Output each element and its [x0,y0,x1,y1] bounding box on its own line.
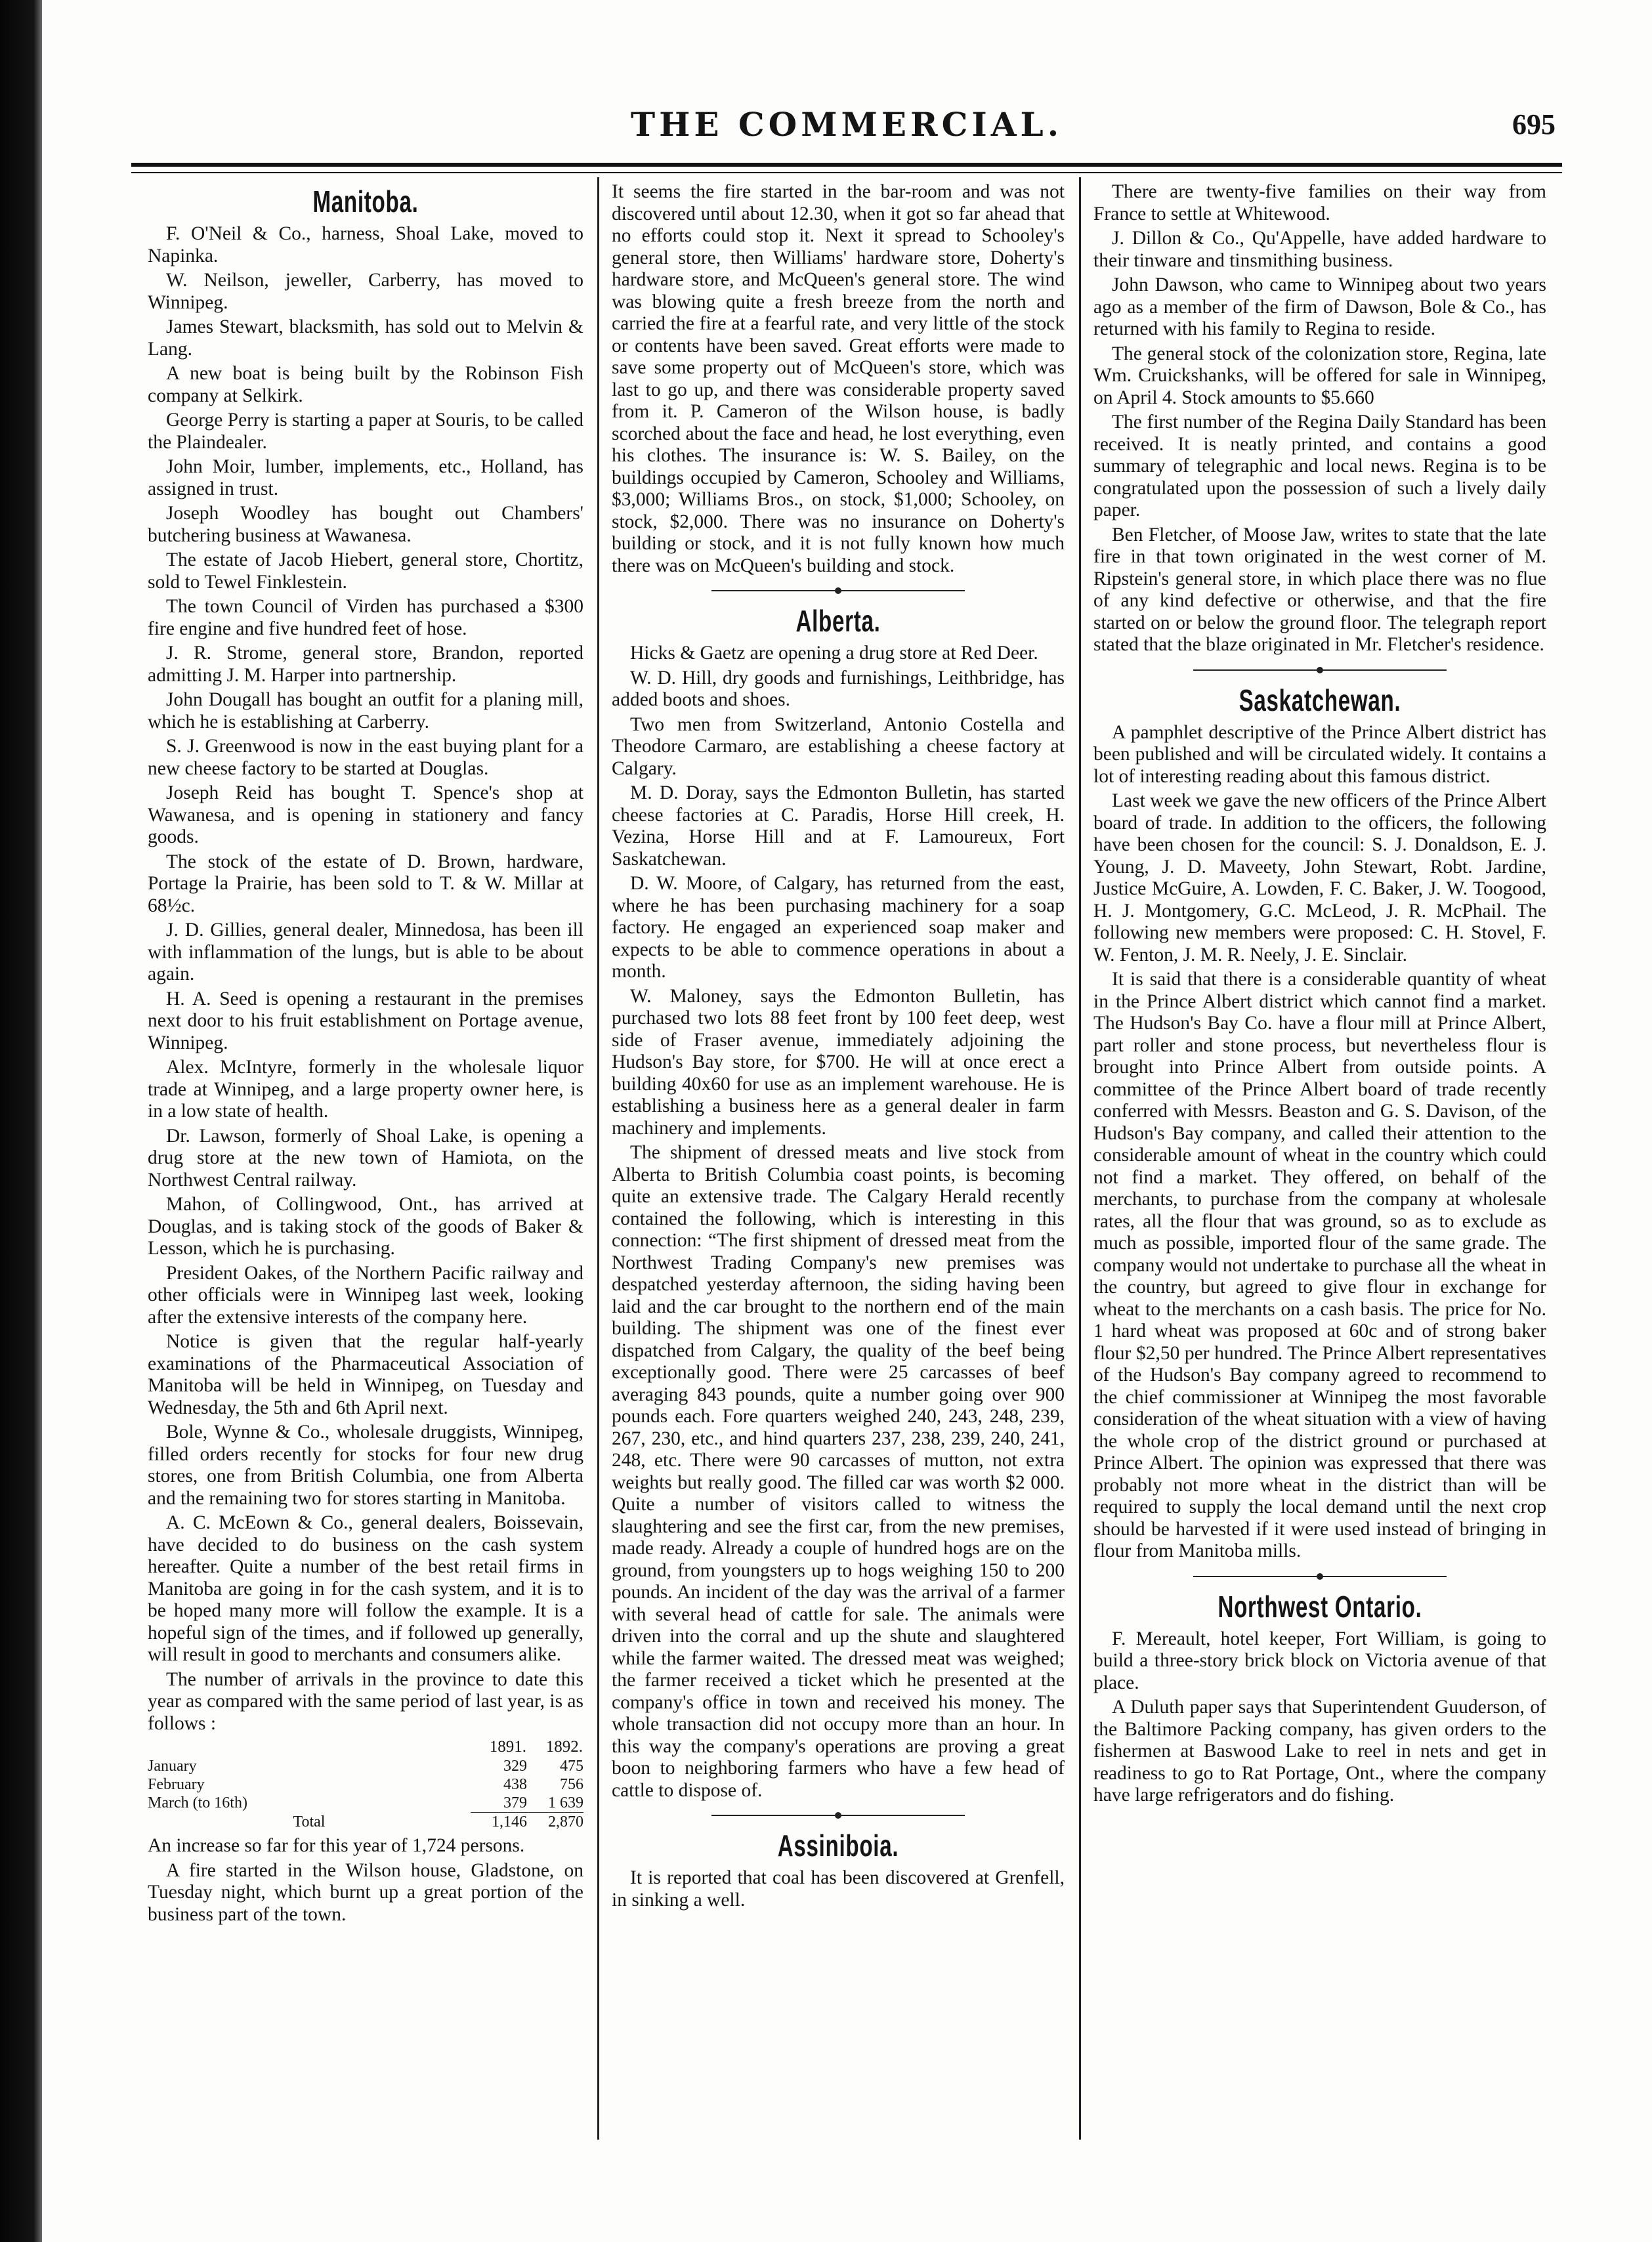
table-cell: 329 [503,1758,527,1775]
news-item: S. J. Greenwood is now in the east buying plant for a new cheese factory to be started at Douglas. [148,736,583,779]
column-1 [148,181,583,2144]
section-separator [1093,1569,1546,1584]
news-item: The general stock of the colonization store, Regina, late Wm. Cruickshanks, will be offered for sale in Winnipeg, on April 4. Stock amounts to $5.660 [1093,343,1546,408]
news-item: John Dawson, who came to Winnipeg about two years ago as a member of the firm of Dawson, Bole & Co., has returned with his family to Regina to reside. [1093,274,1546,339]
section-separator [1093,663,1546,677]
news-item: F. Mereault, hotel keeper, Fort William, is going to build a three-story brick block on Victoria avenue of that place. [1093,1628,1546,1693]
news-item: Bole, Wynne & Co., wholesale druggists, Winnipeg, filled orders recently for stocks for four new drug stores, one from British Columbia, one from Alberta and the remaining two for stores starting in Manitoba. [148,1422,583,1509]
binding-edge [0,0,42,2242]
table-cell: March (to 16th) [148,1794,247,1812]
table-cell: 1 639 [548,1794,583,1811]
section-heading-manitoba: Manitoba. [312,184,419,219]
news-item: Mahon, of Collingwood, Ont., has arrived at Douglas, and is taking stock of the goods of Baker & Lesson, which he is purchasing. [148,1194,583,1259]
table-total-row [148,1813,583,1832]
news-item: A Duluth paper says that Superintendent Guuderson, of the Baltimore Packing company, has given orders to the fishermen at Baswood Lake to reel in nets and get in readiness to go to Rat Portage, Ont., where the company have large refrigerators and do fishing. [1093,1697,1546,1806]
table-cell: January [148,1758,197,1775]
news-item: Joseph Woodley has bought out Chambers' butchering business at Wawanesa. [148,503,583,546]
header-rule-thick [131,163,1562,167]
table-cell: 438 [503,1776,527,1793]
column-divider [597,177,599,2140]
news-item: The stock of the estate of D. Brown, hardware, Portage la Prairie, has been sold to T. & W. Millar at 68½c. [148,851,583,916]
news-item: The first number of the Regina Daily Standard has been received. It is neatly printed, and contains a good summary of telegraphic and local news. Regina is to be congratulated upon the possession of such a lively daily paper. [1093,412,1546,520]
section-separator [612,583,1065,598]
section-heading-saskatchewan: Saskatchewan. [1239,683,1401,717]
section-heading-alberta: Alberta. [795,604,881,638]
news-item: John Moir, lumber, implements, etc., Holland, has assigned in trust. [148,456,583,499]
column-2 [612,181,1065,2144]
section-heading-assiniboia: Assiniboia. [777,1829,899,1863]
table-cell: 379 [503,1794,527,1811]
news-item: The estate of Jacob Hiebert, general store, Chortitz, sold to Tewel Finklestein. [148,549,583,593]
news-item: A pamphlet descriptive of the Prince Albert district has been published and will be circulated widely. It contains a lot of interesting reading about this famous district. [1093,721,1546,787]
table-row [148,1757,583,1775]
news-item: It is reported that coal has been discovered at Grenfell, in sinking a well. [612,1867,1065,1911]
page-number: 695 [1512,108,1556,140]
news-item: Alex. McIntyre, formerly in the wholesale liquor trade at Winnipeg, and a large property owner here, is in a low state of health. [148,1057,583,1122]
section-heading-northwest-ontario: Northwest Ontario. [1218,1589,1422,1624]
table-cell: 475 [560,1758,583,1775]
news-item: Last week we gave the new officers of the Prince Albert board of trade. In addition to the officers, the following have been chosen for the council: S. J. Donaldson, E. J. Young, J. D. Maveety, John Stewart, Robt. Jardine, Justice McGuire, A. Lowden, F. C. Baker, J. W. Toogood, H. J. Montgomery, G.C. McLeod, J. R. McPhail. The following new members were proposed: C. H. Stovel, F. W. Fenton, J. M. R. Neely, J. E. Sinclair. [1093,790,1546,965]
news-item: It seems the fire started in the bar-room and was not discovered until about 12.30, when it got so far ahead that no efforts could stop it. Next it spread to Schooley's general store, then Williams' hardware store, Doherty's hardware store, and McQueen's general store. The wind was blowing quite a fresh breeze from the north and carried the fire at a fearful rate, and very little of the stock or contents have been saved. Great efforts were made to save some property out of McQueen's store, which was last to go up, and there was considerable property saved from it. P. Cameron of the Wilson house, is badly scorched about the face and head, he lost everything, even his clothes. The insurance is: W. S. Bailey, on the buildings occupied by Cameron, Schooley and Williams, $3,000; Williams Bros., on stock, $1,000; Schooley, on stock, $2,000. There was no insurance on Doherty's building or stock, and it is not fully known how much there was on McQueen's building and stock. [612,181,1065,576]
header-rule-thin [131,172,1562,173]
news-item: W. D. Hill, dry goods and furnishings, Leithbridge, has added boots and shoes. [612,667,1065,710]
news-item: Dr. Lawson, formerly of Shoal Lake, is opening a drug store at the new town of Hamiota, on the Northwest Central railway. [148,1125,583,1191]
news-item: F. O'Neil & Co., harness, Shoal Lake, moved to Napinka. [148,223,583,266]
arrivals-table [148,1737,583,1831]
table-cell: February [148,1776,205,1793]
news-item: George Perry is starting a paper at Souris, to be called the Plaindealer. [148,410,583,453]
news-item: D. W. Moore, of Calgary, has returned from the east, where he has been purchasing machinery for a soap factory. He engaged an experienced soap maker and expects to be able to commence operations in about a month. [612,873,1065,982]
news-item: W. Maloney, says the Edmonton Bulletin, has purchased two lots 88 feet front by 100 feet deep, west side of Fraser avenue, immediately adjoining the Hudson's Bay store, for $700. He will at once erect a building 40x60 for use as an implement warehouse. He is establishing a business here as a general dealer in farm machinery and implements. [612,985,1065,1139]
section-separator [612,1808,1065,1823]
news-item: A fire started in the Wilson house, Gladstone, on Tuesday night, which burnt up a great portion of the business part of the town. [148,1859,583,1925]
news-item: It is said that there is a considerable quantity of wheat in the Prince Albert district which cannot find a market. The Hudson's Bay Co. have a flour mill at Prince Albert, part roller and stone process, but nevertheless flour is brought into Prince Albert from outside points. A committee of the Prince Albert board of trade recently conferred with Messrs. Beaston and G. S. Davison, of the Hudson's Bay company, and called their attention to the considerable amount of wheat in the country which could not find a market. They offered, on behalf of the merchants, to purchase from the company at wholesale rates, all the flour that was ground, so as to exclude as much as possible, imported flour of the same grade. The company would not undertake to purchase all the wheat in the country, but agreed to give flour in exchange for wheat to the merchants on a cash basis. The price for No. 1 hard wheat was proposed at 60c and of strong baker flour $2,50 per hundred. The Prince Albert representatives of the Hudson's Bay company agreed to recommend to the chief commissioner at Winnipeg the most favorable consideration of the wheat situation with a view of having the whole crop of the district ground or purchased at Prince Albert. The opinion was expressed that there was probably not more wheat in the district than will be required to supply the local demand until the next crop should be harvested if it were used instead of bringing in flour from Manitoba mills. [1093,969,1546,1561]
news-item: H. A. Seed is opening a restaurant in the premises next door to his fruit establishment on Portage avenue, Winnipeg. [148,988,583,1053]
news-item: A new boat is being built by the Robinson Fish company at Selkirk. [148,363,583,406]
table-cell: 2,870 [527,1813,583,1832]
news-item: The shipment of dressed meats and live stock from Alberta to British Columbia coast points, is becoming quite an extensive trade. The Calgary Herald recently contained the following, which is interesting in this connection: “The first shipment of dressed meat from the Northwest Trading Company's new premises was despatched yesterday afternoon, the siding having been laid and the car brought to the northern end of the main building. The shipment was one of the finest ever dispatched from Calgary, the quality of the beef being exceptionally good. There were 25 carcasses of beef averaging 843 pounds, quite a number going over 900 pounds each. Fore quarters weighed 240, 243, 248, 239, 267, 230, etc., and hind quarters 237, 238, 239, 240, 241, 248, etc. There were 90 carcasses of mutton, not extra weights but really good. The filled car was worth $2 000. Quite a number of visitors called to witness the slaughtering and see the first car, from the new premises, made ready. Already a couple of hundred hogs are on the ground, from youngsters up to hogs weighing 150 to 200 pounds. An incident of the day was the arrival of a farmer with several head of cattle for sale. The animals were driven into the corral and up the shute and slaughtered while the farmer waited. The dressed meat was weighed; the farmer received a ticket which he presented at the company's office in town and received his money. The whole transaction did not occupy more than an hour. In this way the company's operations are proving a great boon to neighboring farmers who have a few head of cattle to dispose of. [612,1142,1065,1801]
news-item: M. D. Doray, says the Edmonton Bulletin, has started cheese factories at C. Paradis, Horse Hill creek, H. Vezina, Horse Hill and at F. Lamoureux, Fort Saskatchewan. [612,782,1065,870]
news-item: Hicks & Gaetz are opening a drug store at Red Deer. [630,643,1038,664]
news-item: There are twenty-five families on their way from France to settle at Whitewood. [1093,181,1546,224]
table-row [148,1794,583,1813]
table-header: 1891. [489,1738,526,1756]
news-item: The number of arrivals in the province to date this year as compared with the same period of last year, is as follows : [148,1668,583,1734]
news-item: J. R. Strome, general store, Brandon, reported admitting J. M. Harper into partnership. [148,643,583,686]
table-row [148,1775,583,1794]
news-item: John Dougall has bought an outfit for a planing mill, which he is establishing at Carberry. [148,689,583,732]
paper-title: THE COMMERCIAL. [630,105,1063,144]
table-cell: 756 [560,1776,583,1793]
column-3 [1093,181,1546,2144]
news-item: An increase so far for this year of 1,724 persons. [148,1835,525,1856]
news-item: Ben Fletcher, of Moose Jaw, writes to state that the late fire in that town originated in the west corner of M. Ripstein's general store, in which place there was no flue of any kind defective or otherwise, and that the fire started on or below the ground floor. The telegraph report stated that the blaze originated in Mr. Fletcher's residence. [1093,524,1546,655]
news-item: President Oakes, of the Northern Pacific railway and other officials were in Winnipeg last week, looking after the extensive interests of the company here. [148,1262,583,1328]
table-cell: 1,146 [471,1813,527,1832]
news-item: Joseph Reid has bought T. Spence's shop at Wawanesa, and is opening in stationery and fancy goods. [148,782,583,847]
news-item: A. C. McEown & Co., general dealers, Boissevain, have decided to do business on the cash system hereafter. Quite a number of the best retail firms in Manitoba are going in for the cash system, and it is to be hoped many more will follow the example. It is a hopeful sign of the times, and if followed up generally, will result in good to merchants and consumers alike. [148,1512,583,1665]
table-header: 1892. [545,1738,583,1756]
news-item: W. Neilson, jeweller, Carberry, has moved to Winnipeg. [148,270,583,313]
news-item: J. Dillon & Co., Qu'Appelle, have added hardware to their tinware and tinsmithing business. [1093,228,1546,271]
news-item: The town Council of Virden has purchased a $300 fire engine and five hundred feet of hose. [148,596,583,639]
news-item: James Stewart, blacksmith, has sold out to Melvin & Lang. [148,316,583,360]
news-item: Notice is given that the regular half-yearly examinations of the Pharmaceutical Association of Manitoba will be held in Winnipeg, on Tuesday and Wednesday, the 5th and 6th April next. [148,1331,583,1418]
table-cell: Total [293,1813,326,1830]
column-divider [1079,177,1081,2140]
masthead [138,105,1556,158]
news-item: J. D. Gillies, general dealer, Minnedosa, has been ill with inflammation of the lungs, but is able to be about again. [148,920,583,984]
news-item: Two men from Switzerland, Antonio Costella and Theodore Carmaro, are establishing a cheese factory at Calgary. [612,713,1065,779]
